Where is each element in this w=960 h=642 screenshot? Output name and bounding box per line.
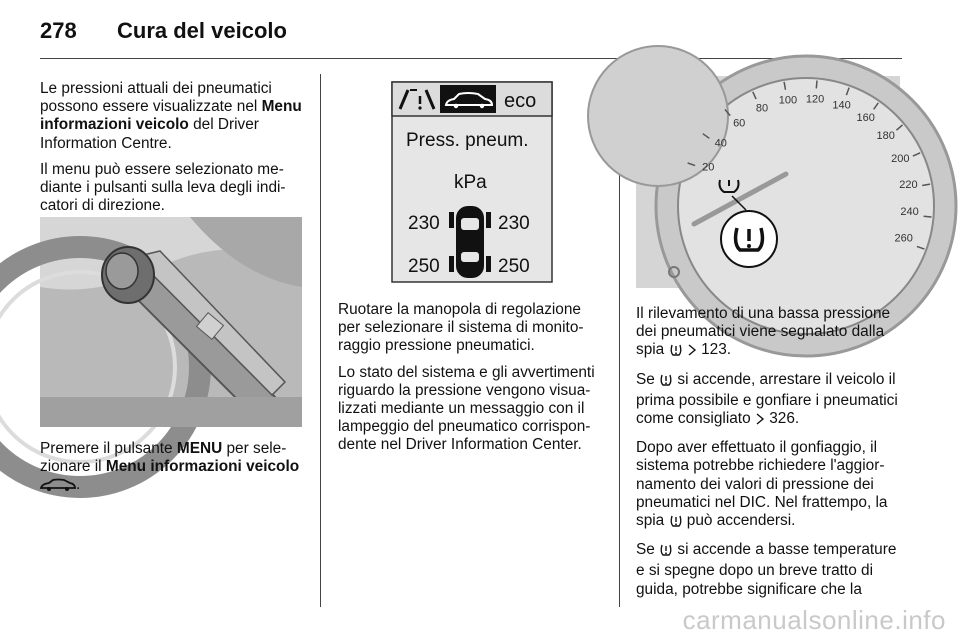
column-3-text — [636, 305, 904, 607]
gauge-tick-label: 40 — [714, 137, 727, 150]
gauge-tick-label: 220 — [899, 178, 918, 191]
column-2-text — [338, 301, 606, 463]
gauge-tick-mark — [924, 216, 932, 217]
tpms-icon — [669, 514, 683, 533]
paragraph: Lo stato del sistema e gli avvertimenti riguardo la pressione vengono visualizzati mediante un messaggio con il lampeggio del pneumatico corrispondente nel Driver Information Center. — [338, 363, 595, 454]
front-right-pressure: 230 — [498, 213, 530, 234]
eco-label: eco — [504, 90, 537, 112]
paragraph: Dopo aver effettuato il gonfiaggio, il sistema potrebbe richiedere l'aggiornamento dei valori di pressione dei pneumatici nel DIC. Nel frattempo, la spia può accendersi. — [636, 439, 904, 533]
unit-label: kPa — [454, 172, 487, 193]
tpms-icon — [659, 543, 673, 562]
paragraph: Ruotare la manopola di regolazione per selezionare il sistema di monitoraggio pressione pneumatici. — [338, 301, 584, 355]
paragraph: Il rilevamento di una bassa pressione dei pneumatici viene segnalato dalla spia 123. — [636, 305, 904, 363]
gauge-tick-label: 60 — [733, 117, 746, 130]
dic-tire-pressure-display — [338, 76, 603, 288]
front-left-pressure: 230 — [408, 213, 440, 234]
turn-signal-lever-illustration — [40, 217, 302, 427]
paragraph: Le pressioni attuali dei pneumatici possono essere visualizzate nel Menu informazioni veicolo del Driver Information Centre. — [40, 80, 302, 152]
gauge-tick-label: 260 — [894, 232, 913, 245]
gauge-tick-label: 120 — [805, 93, 825, 106]
gauge-tick-label: 180 — [876, 130, 895, 143]
column-1-text — [40, 80, 304, 223]
page-title: Cura del veicolo — [117, 18, 287, 43]
tpms-icon — [659, 373, 673, 392]
gauge-tick-label: 140 — [832, 99, 851, 112]
gauge-tick-mark — [816, 81, 817, 89]
gauge-tick-label: 80 — [755, 102, 769, 115]
rear-right-pressure: 250 — [498, 256, 530, 277]
watermark: carmanualsonline.info — [682, 605, 946, 635]
tpms-icon — [669, 343, 683, 362]
gauge-tick-label: 240 — [900, 206, 919, 219]
rear-left-pressure: 250 — [408, 256, 440, 277]
gauge-tick-label: 160 — [856, 111, 875, 124]
page-reference-icon — [687, 343, 697, 362]
paragraph: Premere il pulsante MENU per selezionare il Menu informazioni veicolo . — [40, 440, 304, 498]
page-number: 278 — [40, 18, 77, 43]
column-1-text-bottom — [40, 440, 304, 506]
gauge-tick-label: 200 — [891, 153, 910, 165]
page-reference-icon — [755, 412, 765, 431]
gauge-tick-label: 20 — [702, 161, 715, 174]
column-divider-1 — [320, 74, 321, 607]
speedometer-tpms-illustration — [636, 76, 919, 288]
paragraph: Il menu può essere selezionato mediante i pulsanti sulla leva degli indicatori di direzione. — [40, 160, 286, 215]
paragraph: Se si accende a basse temperature e si spegne dopo un breve tratto di guida, potrebbe significare che la — [636, 541, 897, 598]
gauge-tick-label: 100 — [778, 94, 798, 107]
menu-title: Press. pneum. — [406, 130, 529, 151]
car-icon — [40, 478, 76, 497]
paragraph: Se si accende, arrestare il veicolo il prima possibile e gonfiare i pneumatici come consigliato 326. — [636, 371, 904, 432]
